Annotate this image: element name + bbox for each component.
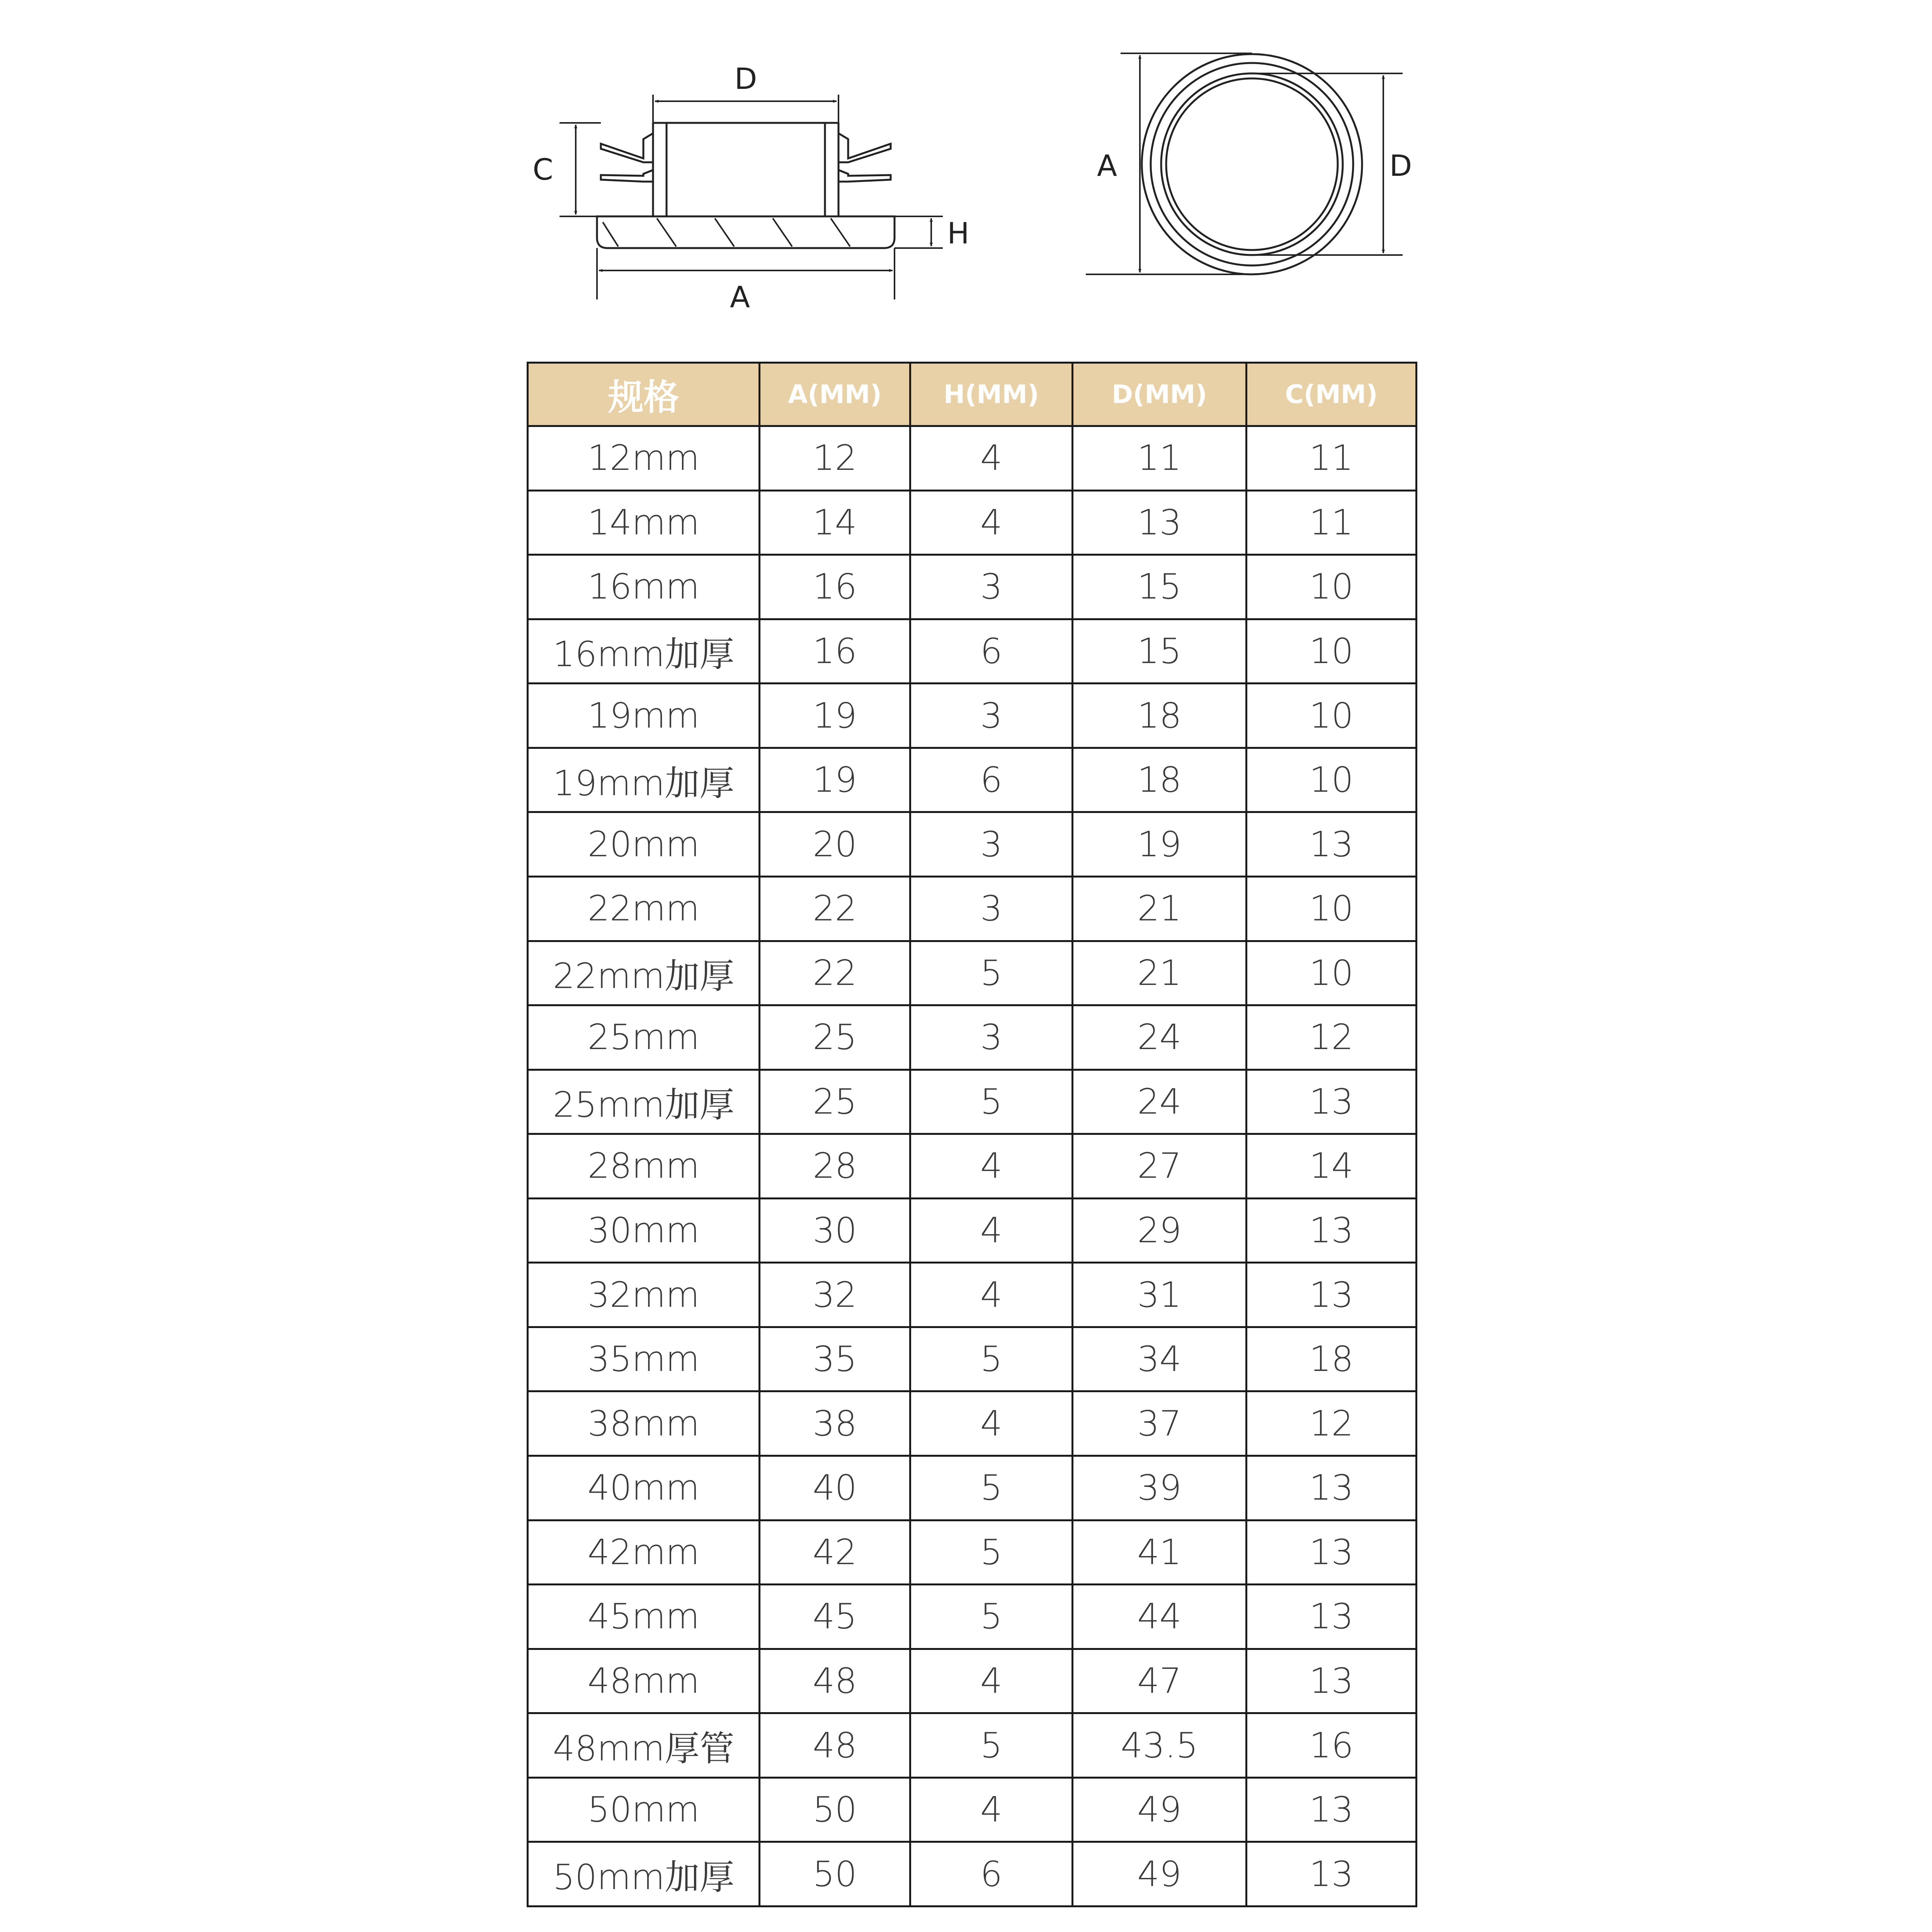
- cell-c: 13: [1247, 1198, 1417, 1263]
- cell-d: 13: [1073, 490, 1247, 555]
- cell-h: 3: [910, 1005, 1073, 1070]
- cell-h: 5: [910, 1520, 1073, 1585]
- cell-a: 25: [760, 1070, 910, 1134]
- cell-h: 6: [910, 619, 1073, 684]
- cell-a: 19: [760, 684, 910, 748]
- table-row: [528, 1005, 1417, 1070]
- cell-a: 35: [760, 1327, 910, 1391]
- cell-spec: 48mm: [528, 1649, 760, 1713]
- header-a: A(MM): [760, 363, 910, 426]
- cell-c: 16: [1247, 1713, 1417, 1778]
- inner-ring-outer-edge: [1161, 73, 1343, 255]
- cell-c: 13: [1247, 1585, 1417, 1649]
- cell-a: 14: [760, 490, 910, 555]
- cell-h: 5: [910, 1070, 1073, 1134]
- outer-ring-inner-edge: [1151, 63, 1353, 265]
- cell-a: 22: [760, 876, 910, 941]
- cell-h: 5: [910, 941, 1073, 1005]
- cell-h: 5: [910, 1713, 1073, 1778]
- cell-a: 50: [760, 1777, 910, 1842]
- cell-d: 41: [1073, 1520, 1247, 1585]
- cell-d: 39: [1073, 1456, 1247, 1520]
- cell-d: 18: [1073, 684, 1247, 748]
- cell-spec: 50mm: [528, 1777, 760, 1842]
- cell-a: 16: [760, 619, 910, 684]
- table-row: [528, 490, 1417, 555]
- cell-c: 13: [1247, 1263, 1417, 1327]
- table-header-row: [528, 363, 1417, 426]
- cell-d: 49: [1073, 1842, 1247, 1906]
- cell-c: 13: [1247, 812, 1417, 877]
- table-row: [528, 1713, 1417, 1778]
- cell-c: 13: [1247, 1777, 1417, 1842]
- top-view-dimensions: [1086, 53, 1403, 274]
- top-label-d: D: [1389, 148, 1412, 183]
- cell-d: 24: [1073, 1070, 1247, 1134]
- table-row: [528, 812, 1417, 877]
- table-row: [528, 1134, 1417, 1199]
- cell-h: 5: [910, 1585, 1073, 1649]
- cell-h: 6: [910, 748, 1073, 812]
- cell-c: 13: [1247, 1842, 1417, 1906]
- cell-c: 10: [1247, 684, 1417, 748]
- cell-c: 10: [1247, 748, 1417, 812]
- cell-spec: 16mm加厚: [528, 619, 760, 684]
- cell-c: 10: [1247, 619, 1417, 684]
- cell-spec: 25mm加厚: [528, 1070, 760, 1134]
- table-row: [528, 941, 1417, 1005]
- cell-d: 11: [1073, 426, 1247, 491]
- side-view-drawing: [597, 123, 895, 248]
- cell-d: 24: [1073, 1005, 1247, 1070]
- cell-c: 12: [1247, 1005, 1417, 1070]
- cell-c: 10: [1247, 555, 1417, 619]
- cell-a: 30: [760, 1198, 910, 1263]
- cell-spec: 22mm加厚: [528, 941, 760, 1005]
- cell-d: 29: [1073, 1198, 1247, 1263]
- table-row: [528, 1391, 1417, 1456]
- cell-h: 6: [910, 1842, 1073, 1906]
- cell-c: 11: [1247, 426, 1417, 491]
- side-label-h: H: [947, 216, 969, 250]
- table-row: [528, 876, 1417, 941]
- cell-d: 34: [1073, 1327, 1247, 1391]
- cell-d: 49: [1073, 1777, 1247, 1842]
- table-row: [528, 1842, 1417, 1906]
- cell-spec: 50mm加厚: [528, 1842, 760, 1906]
- cell-c: 10: [1247, 876, 1417, 941]
- cell-h: 4: [910, 490, 1073, 555]
- table-row: [528, 1327, 1417, 1391]
- cell-c: 13: [1247, 1649, 1417, 1713]
- cell-d: 27: [1073, 1134, 1247, 1199]
- cell-c: 18: [1247, 1327, 1417, 1391]
- cell-a: 25: [760, 1005, 910, 1070]
- cell-d: 44: [1073, 1585, 1247, 1649]
- inner-ring: [1166, 78, 1338, 250]
- spec-table: [527, 362, 1417, 1907]
- top-label-a: A: [1097, 148, 1117, 183]
- cell-spec: 38mm: [528, 1391, 760, 1456]
- cell-h: 3: [910, 812, 1073, 877]
- cell-a: 50: [760, 1842, 910, 1906]
- cell-d: 43.5: [1073, 1713, 1247, 1778]
- cell-c: 13: [1247, 1456, 1417, 1520]
- cell-spec: 19mm: [528, 684, 760, 748]
- cell-c: 14: [1247, 1134, 1417, 1199]
- table-row: [528, 684, 1417, 748]
- table-row: [528, 1649, 1417, 1713]
- side-view-dimensions: [560, 95, 943, 299]
- cell-d: 19: [1073, 812, 1247, 877]
- header-c: C(MM): [1247, 363, 1417, 426]
- left-fins: [601, 133, 653, 182]
- flange-hatch: [603, 218, 850, 247]
- cell-a: 22: [760, 941, 910, 1005]
- cell-d: 15: [1073, 619, 1247, 684]
- dimension-diagram: [0, 0, 1932, 348]
- cell-spec: 25mm: [528, 1005, 760, 1070]
- cell-c: 11: [1247, 490, 1417, 555]
- cell-spec: 48mm厚管: [528, 1713, 760, 1778]
- table-row: [528, 1585, 1417, 1649]
- cell-d: 15: [1073, 555, 1247, 619]
- cell-a: 45: [760, 1585, 910, 1649]
- cell-spec: 35mm: [528, 1327, 760, 1391]
- right-fins: [838, 133, 891, 182]
- cell-spec: 19mm加厚: [528, 748, 760, 812]
- cell-a: 28: [760, 1134, 910, 1199]
- cell-spec: 32mm: [528, 1263, 760, 1327]
- table-row: [528, 1777, 1417, 1842]
- cell-a: 38: [760, 1391, 910, 1456]
- cell-h: 3: [910, 876, 1073, 941]
- side-label-a: A: [730, 280, 750, 314]
- cell-h: 4: [910, 1198, 1073, 1263]
- cell-a: 12: [760, 426, 910, 491]
- cell-spec: 14mm: [528, 490, 760, 555]
- cell-d: 31: [1073, 1263, 1247, 1327]
- cell-d: 37: [1073, 1391, 1247, 1456]
- table-row: [528, 1263, 1417, 1327]
- cell-h: 5: [910, 1456, 1073, 1520]
- cell-a: 48: [760, 1649, 910, 1713]
- cell-h: 4: [910, 1391, 1073, 1456]
- header-spec: 规格: [528, 363, 760, 426]
- cell-h: 4: [910, 1777, 1073, 1842]
- cell-a: 48: [760, 1713, 910, 1778]
- cell-d: 21: [1073, 941, 1247, 1005]
- table-row: [528, 748, 1417, 812]
- flange-base: [597, 216, 895, 248]
- table-row: [528, 426, 1417, 491]
- cell-c: 13: [1247, 1070, 1417, 1134]
- cell-a: 32: [760, 1263, 910, 1327]
- cell-h: 5: [910, 1327, 1073, 1391]
- top-view-drawing: [1142, 54, 1362, 274]
- cell-spec: 42mm: [528, 1520, 760, 1585]
- cell-spec: 12mm: [528, 426, 760, 491]
- cell-c: 10: [1247, 941, 1417, 1005]
- cell-a: 40: [760, 1456, 910, 1520]
- cell-spec: 28mm: [528, 1134, 760, 1199]
- cell-d: 21: [1073, 876, 1247, 941]
- cell-d: 47: [1073, 1649, 1247, 1713]
- table-row: [528, 1198, 1417, 1263]
- cell-a: 20: [760, 812, 910, 877]
- table-row: [528, 555, 1417, 619]
- cell-h: 4: [910, 1134, 1073, 1199]
- cell-c: 12: [1247, 1391, 1417, 1456]
- cell-h: 4: [910, 1649, 1073, 1713]
- header-h: H(MM): [910, 363, 1073, 426]
- plug-body: [653, 123, 838, 216]
- cell-h: 3: [910, 555, 1073, 619]
- table-row: [528, 1456, 1417, 1520]
- side-label-d: D: [734, 61, 757, 96]
- side-label-c: C: [532, 152, 553, 187]
- cell-a: 42: [760, 1520, 910, 1585]
- cell-h: 4: [910, 426, 1073, 491]
- cell-a: 16: [760, 555, 910, 619]
- cell-d: 18: [1073, 748, 1247, 812]
- cell-h: 4: [910, 1263, 1073, 1327]
- cell-spec: 20mm: [528, 812, 760, 877]
- cell-c: 13: [1247, 1520, 1417, 1585]
- cell-spec: 30mm: [528, 1198, 760, 1263]
- cell-spec: 22mm: [528, 876, 760, 941]
- table-body: [528, 426, 1417, 1906]
- table-row: [528, 619, 1417, 684]
- cell-spec: 40mm: [528, 1456, 760, 1520]
- table-row: [528, 1070, 1417, 1134]
- outer-ring: [1142, 54, 1362, 274]
- table-row: [528, 1520, 1417, 1585]
- cell-spec: 45mm: [528, 1585, 760, 1649]
- cell-spec: 16mm: [528, 555, 760, 619]
- header-d: D(MM): [1073, 363, 1247, 426]
- cell-h: 3: [910, 684, 1073, 748]
- cell-a: 19: [760, 748, 910, 812]
